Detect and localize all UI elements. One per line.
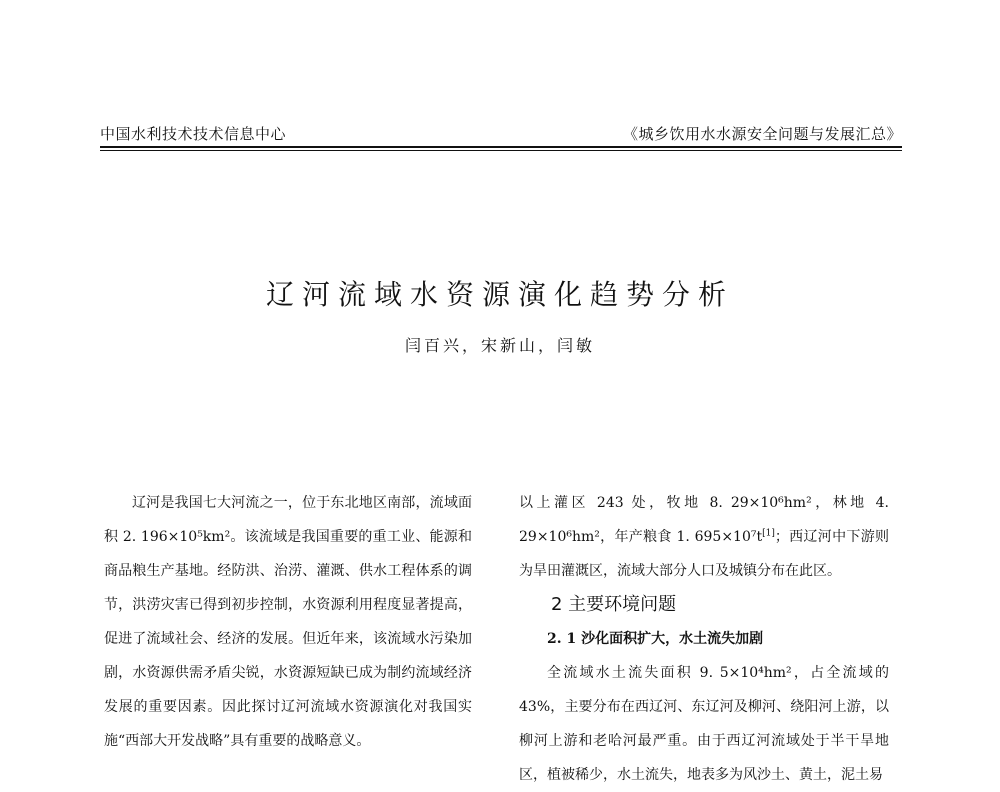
running-header xyxy=(100,123,902,144)
right-column xyxy=(519,486,889,792)
article-title: 辽河流域水资源演化趋势分析 xyxy=(265,278,734,311)
continued-paragraph-tail: ；西辽河中下游则为旱田灌溉区，流域大部分人口及城镇分布在此区。 xyxy=(519,529,890,579)
section-heading: 2 主要环境问题 xyxy=(551,594,677,615)
continued-paragraph xyxy=(519,486,889,588)
header-collection-title: 《城乡饮用水水源安全问题与发展汇总》 xyxy=(622,125,902,143)
continued-paragraph-text: 以上灌区 243 处，牧地 8. 29×10⁶hm²，林地 4. 29×10⁶hm²，年产粮食 1. 695×10⁷t xyxy=(519,495,889,545)
header-rule-thick xyxy=(100,146,902,148)
erosion-paragraph: 全流域水土流失面积 9. 5×10⁴hm²，占全流域的 43%，主要分布在西辽河、东辽河及柳河、绕阳河上游，以柳河上游和老哈河最严重。由于西辽河流域处于半干旱地区，植被稀少，水土流失，地表多为风沙土、黄土，泥土易 xyxy=(519,665,889,783)
intro-paragraph: 辽河是我国七大河流之一，位于东北地区南部，流域面积 2. 196×10⁵km²。该流域是我国重要的重工业、能源和商品粮生产基地。经防洪、治涝、灌溉、供水工程体系的调节，洪涝灾害已得到初步控制，水资源利用程度显著提高，促进了流域社会、经济的发展。但近年来，该流域水污染加剧，水资源供需矛盾尖锐，水资源短缺已成为制约流域经济发展的重要因素。因此探讨辽河流域水资源演化对我国实施“西部大开发战略”具有重要的战略意义。 xyxy=(104,495,472,749)
left-column xyxy=(104,486,472,758)
subsection-heading: 2. 1 沙化面积扩大，水土流失加剧 xyxy=(547,631,764,647)
header-rule-thin xyxy=(100,150,902,151)
citation-marker: [1] xyxy=(762,528,775,539)
header-publisher: 中国水利技术技术信息中心 xyxy=(100,125,287,143)
article-authors: 闫百兴，宋新山，闫敏 xyxy=(404,336,595,355)
